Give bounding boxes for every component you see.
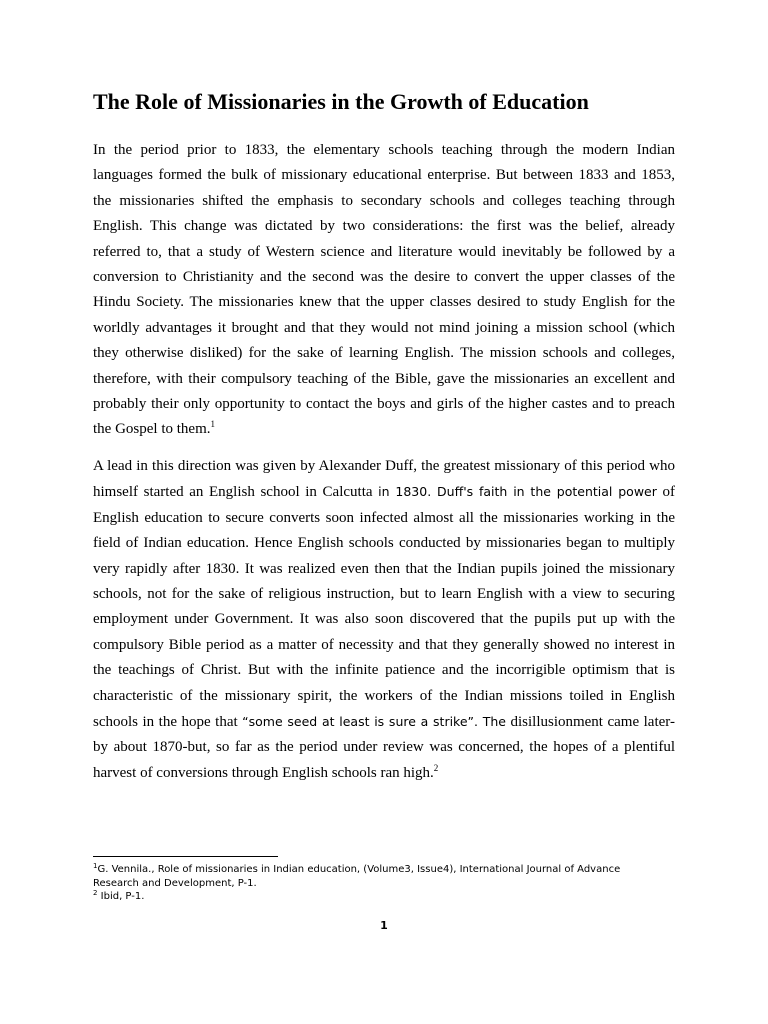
footnote-2 xyxy=(93,890,653,904)
footnote-2-text: Ibid, P-1. xyxy=(97,891,145,902)
footnote-divider xyxy=(93,856,278,857)
footnotes xyxy=(93,856,653,904)
footnote-ref-2: 2 xyxy=(433,762,439,773)
footnote-ref-1: 1 xyxy=(210,419,215,430)
footnote-1-text: G. Vennila., Role of missionaries in Indian education, (Volume3, Issue4), International Journal of Advance Research and Development, P-1. xyxy=(93,864,621,889)
footnote-1 xyxy=(93,863,653,890)
page-title: The Role of Missionaries in the Growth of Education xyxy=(93,89,589,114)
footnote-2-marker: 2 xyxy=(93,889,98,897)
paragraph-2-part-2: in 1830. Duff's faith in the potential power xyxy=(378,484,657,500)
document-body xyxy=(93,86,675,797)
page-number: 1 xyxy=(380,919,388,932)
paragraph-1 xyxy=(93,138,675,443)
paragraph-2-part-3: of English education to secure converts soon infected almost all the missionaries working in the field of Indian education. Hence English schools conducted by missionaries began to multiply very rapidly after 1830. It was realized even then that the Indian pupils joined the missionary schools, not for the sake of religious instruction, but to learn English with a view to securing employment under Government. It was also soon discovered that the pupils put up with the compulsory Bible period as a matter of necessity and that they generally showed no interest in the teachings of Christ. But with the infinite patience and the incorrigible optimism that is characteristic of the missionary spirit, the workers of the Indian missions toiled in English schools in the hope that xyxy=(93,484,676,730)
paragraph-2 xyxy=(93,454,675,786)
paragraph-2-part-5: disillusionment came later-by about 1870-but, so far as the period under review was concerned, the hopes of a plentiful harvest of conversions through English schools ran high. xyxy=(93,713,675,781)
paragraph-2-quote: “some seed at least is sure a strike”. The xyxy=(242,713,506,729)
footnote-1-marker: 1 xyxy=(93,862,98,870)
paragraph-1-text: In the period prior to 1833, the elementary schools teaching through the modern Indian languages formed the bulk of missionary educational enterprise. But between 1833 and 1853, the missionaries shifted the emphasis to secondary schools and colleges teaching through English. This change was dictated by two considerations: the first was the belief, already referred to, that a study of Western science and literature would inevitably be followed by a conversion to Christianity and the second was the desire to convert the upper classes of the Hindu Society. The missionaries knew that the upper classes desired to study English for the worldly advantages it brought and that they would not mind joining a mission school (which they otherwise disliked) for the sake of learning English. The mission schools and colleges, therefore, with their compulsory teaching of the Bible, gave the missionaries an excellent and probably their only opportunity to contact the boys and girls of the higher castes and to preach the Gospel to them. xyxy=(93,142,675,438)
paragraph-2-part-1: A lead in this direction was given by Alexander Duff, the greatest missionary of this period who himself started an English school in Calcutta xyxy=(93,457,675,501)
